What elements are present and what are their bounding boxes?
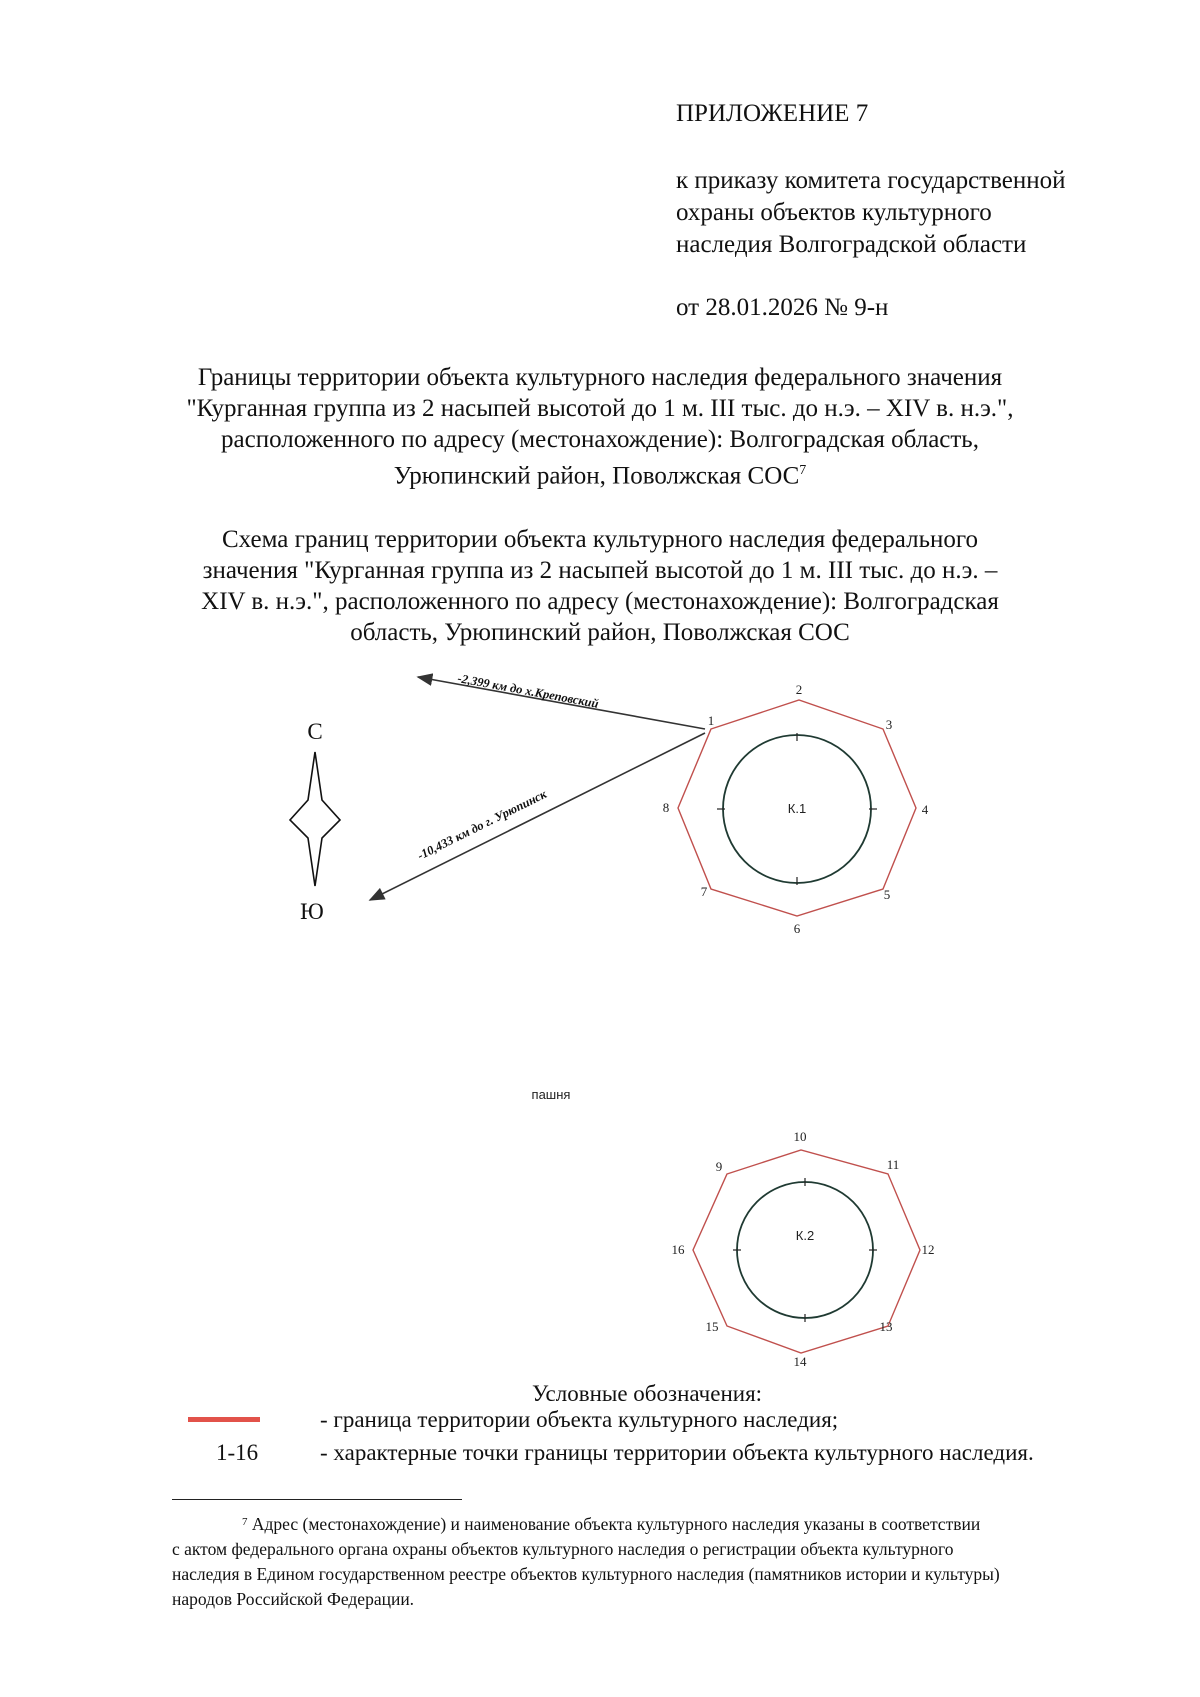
point-3-label: 3 [885, 717, 893, 732]
appendix-date: от 28.01.2026 № 9-н [676, 294, 889, 321]
scheme-title-line: XIV в. н.э.", расположенного по адресу (местонахождение): Волгоградская [201, 588, 999, 615]
compass-north-label: С [307, 719, 323, 744]
distance-arrows [370, 671, 705, 900]
point-16-label: 16 [671, 1242, 685, 1257]
legend-title: Условные обозначения: [532, 1381, 763, 1406]
appendix-reference-line: охраны объектов культурного [676, 199, 992, 226]
footnote-line: народов Российской Федерации. [172, 1589, 415, 1609]
point-12-label: 12 [921, 1242, 935, 1257]
point-6-label: 6 [793, 921, 801, 936]
footnote-mark: 7 [242, 1516, 248, 1528]
point-13-label: 13 [879, 1319, 893, 1334]
compass-rose [290, 719, 340, 924]
scheme-title-line: область, Урюпинский район, Поволжская СОС [350, 619, 850, 646]
legend-points-text: - характерные точки границы территории объекта культурного наследия. [320, 1440, 1034, 1465]
footnote-line: с актом федерального органа охраны объектов культурного наследия о регистрации объекта культурного [172, 1539, 954, 1559]
footnote [172, 1512, 1144, 1612]
distance-label-uryupinsk: -10,433 км до г. Урюпинск [415, 786, 549, 863]
point-4-label: 4 [921, 802, 929, 817]
point-7-label: 7 [700, 884, 708, 899]
mound-2-outline [737, 1182, 873, 1318]
land-use-label: пашня [531, 1087, 571, 1102]
compass-south-label: Ю [300, 899, 324, 924]
point-11-label: 11 [886, 1157, 900, 1172]
document-title-line: "Курганная группа из 2 насыпей высотой до 1 м. III тыс. до н.э. – XIV в. н.э.", [186, 395, 1014, 422]
point-8-label: 8 [662, 800, 670, 815]
document-title-line: Границы территории объекта культурного наследия федерального значения [197, 364, 1003, 391]
legend-points-range: 1-16 [216, 1440, 259, 1465]
point-5-label: 5 [883, 887, 891, 902]
legend-boundary-swatch [188, 1417, 260, 1422]
mound-1 [663, 682, 929, 936]
appendix-reference-line: наследия Волгоградской области [676, 231, 1027, 258]
footnote-line [172, 1512, 1144, 1537]
point-9-label: 9 [715, 1159, 723, 1174]
appendix-reference-line: к приказу комитета государственной [676, 167, 1066, 194]
distance-label-krepovsky: -2,399 км до х.Креповский [456, 671, 600, 711]
mound-1-label: К.1 [787, 801, 807, 816]
legend-boundary-text: - граница территории объекта культурного наследия; [320, 1407, 839, 1432]
footnote-line: наследия в Едином государственном реестре объектов культурного наследия (памятников истории и культуры) [172, 1564, 1000, 1584]
arrow-to-uryupinsk [370, 733, 705, 900]
document-title-line: расположенного по адресу (местонахождение): Волгоградская область, [221, 426, 979, 453]
footnote-separator [172, 1499, 462, 1500]
mound-2 [672, 1129, 935, 1369]
point-10-label: 10 [793, 1129, 807, 1144]
appendix-title: ПРИЛОЖЕНИЕ 7 [676, 100, 869, 127]
scheme-title-line: значения "Курганная группа из 2 насыпей высотой до 1 м. III тыс. до н.э. – [202, 557, 998, 584]
scheme-title-line: Схема границ территории объекта культурного наследия федерального [221, 526, 979, 553]
document-title-text: Урюпинский район, Поволжская СОС [393, 462, 800, 490]
footnote-text: Адрес (местонахождение) и наименование объекта культурного наследия указаны в соответствии [251, 1514, 981, 1534]
point-2-label: 2 [795, 682, 803, 697]
point-15-label: 15 [705, 1319, 719, 1334]
mound-2-label: К.2 [795, 1228, 815, 1243]
footnote-reference[interactable]: 7 [799, 463, 807, 478]
point-14-label: 14 [793, 1354, 807, 1369]
point-1-label: 1 [707, 713, 715, 728]
